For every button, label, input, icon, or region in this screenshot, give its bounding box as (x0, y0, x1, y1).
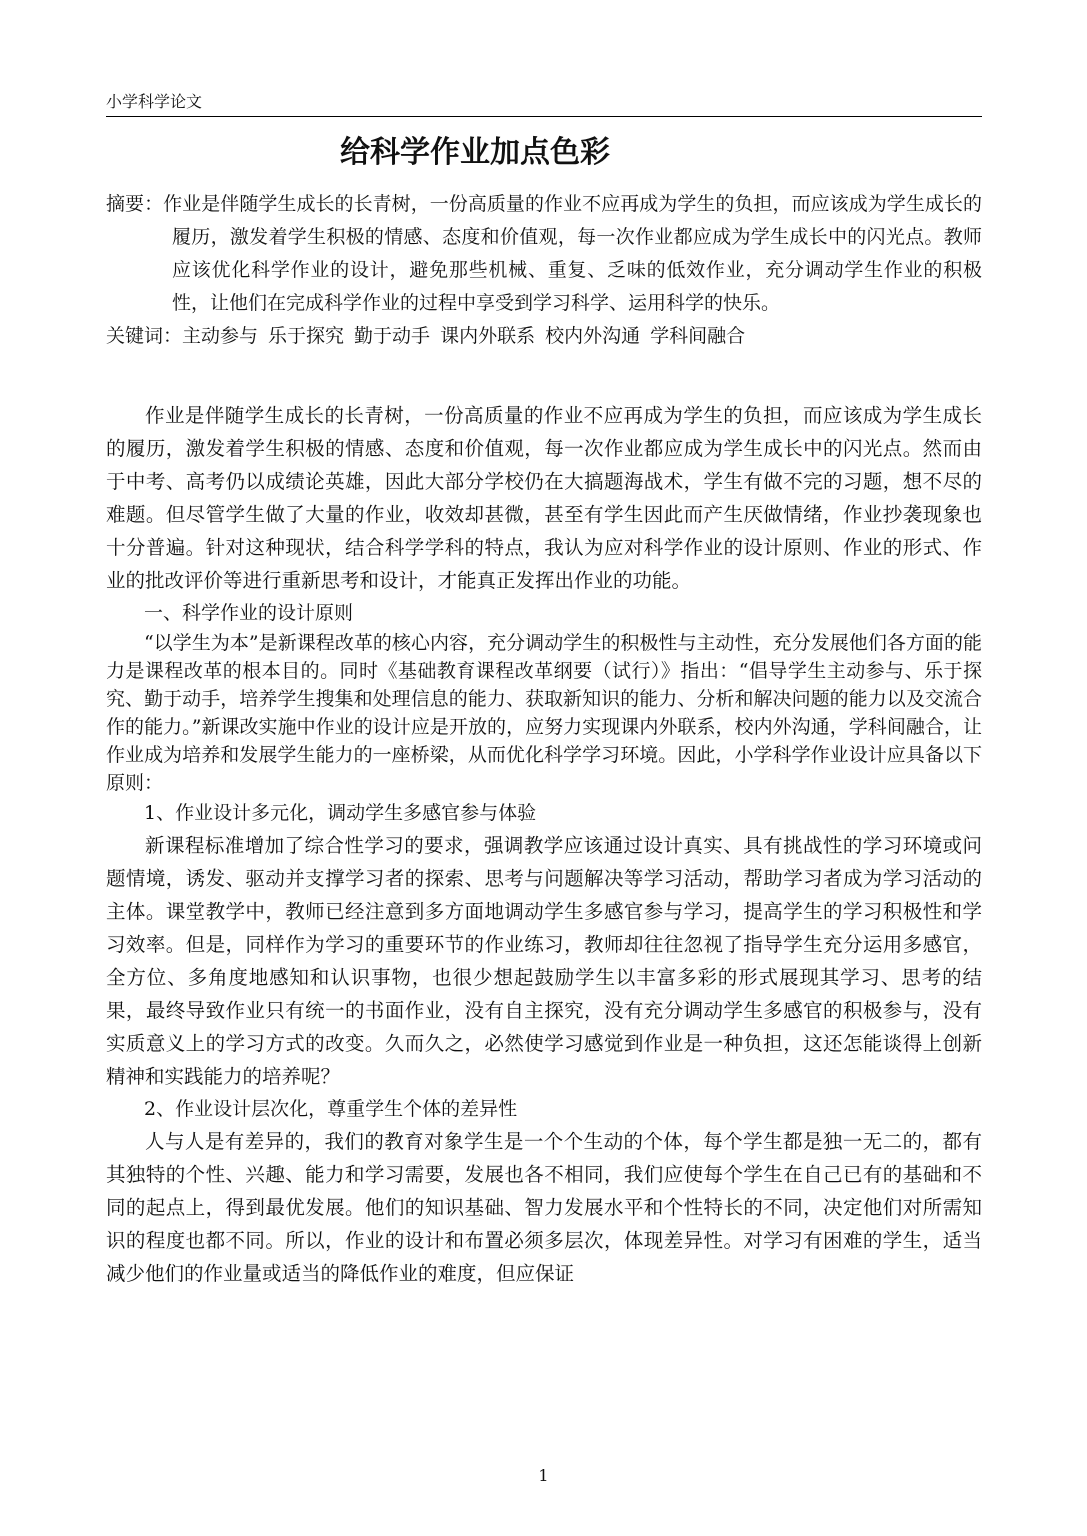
document-body (106, 188, 982, 1290)
abstract (106, 188, 982, 320)
running-header: 小学科学论文 (106, 91, 982, 117)
keyword: 乐于探究 (268, 325, 345, 347)
keyword: 主动参与 (182, 325, 259, 347)
abstract-label: 摘要： (106, 193, 164, 215)
intro-paragraph: 作业是伴随学生成长的长青树，一份高质量的作业不应再成为学生的负担，而应该成为学生成长的履历，激发着学生积极的情感、态度和价值观，每一次作业都应成为学生成长中的闪光点。然而由于中考、高考仍以成绩论英雄，因此大部分学校仍在大搞题海战术，学生有做不完的习题，想不尽的难题。但尽管学生做了大量的作业，收效却甚微，甚至有学生因此而产生厌做情绪，作业抄袭现象也十分普遍。针对这种现状，结合科学学科的特点，我认为应对科学作业的设计原则、作业的形式、作业的批改评价等进行重新思考和设计，才能真正发挥出作业的功能。 (106, 404, 982, 592)
subsection-heading: 2、作业设计层次化，尊重学生个体的差异性 (144, 1098, 518, 1120)
keyword: 校内外沟通 (545, 325, 641, 347)
document-title: 给科学作业加点色彩 (340, 135, 610, 170)
section-paragraph: “以学生为本”是新课程改革的核心内容，充分调动学生的积极性与主动性，充分发展他们各方面的能力是课程改革的根本目的。同时《基础教育课程改革纲要（试行）》指出：“倡导学生主动参与、乐于探究、勤于动手，培养学生搜集和处理信息的能力、获取新知识的能力、分析和解决问题的能力以及交流合作的能力。”新课改实施中作业的设计应是开放的，应努力实现课内外联系，校内外沟通，学科间融合，让作业成为培养和发展学生能力的一座桥梁，从而优化科学学习环境。因此，小学科学作业设计应具备以下原则： (106, 632, 982, 794)
subsection-paragraph: 人与人是有差异的，我们的教育对象学生是一个个生动的个体，每个学生都是独一无二的，都有其独特的个性、兴趣、能力和学习需要，发展也各不相同，我们应使每个学生在自己已有的基础和不同的起点上，得到最优发展。他们的知识基础、智力发展水平和个性特长的不同，决定他们对所需知识的程度也都不同。所以，作业的设计和布置必须多层次，体现差异性。对学习有困难的学生，适当减少他们的作业量或适当的降低作业的难度，但应保证 (106, 1130, 982, 1285)
abstract-text: 作业是伴随学生成长的长青树，一份高质量的作业不应再成为学生的负担，而应该成为学生成长的履历，激发着学生积极的情感、态度和价值观，每一次作业都应成为学生成长中的闪光点。教师应该优化科学作业的设计，避免那些机械、重复、乏味的低效作业，充分调动学生作业的积极性，让他们在完成科学作业的过程中享受到学习科学、运用科学的快乐。 (163, 193, 982, 314)
keyword: 学科间融合 (650, 325, 746, 347)
keywords (106, 320, 982, 353)
keywords-label: 关键词： (106, 325, 183, 347)
section-heading: 一、科学作业的设计原则 (144, 602, 354, 624)
subsection-heading: 1、作业设计多元化，调动学生多感官参与体验 (144, 802, 537, 824)
page-number: 1 (538, 1466, 549, 1485)
keyword: 勤于动手 (354, 325, 431, 347)
spacer (106, 353, 982, 399)
subsection-paragraph: 新课程标准增加了综合性学习的要求，强调教学应该通过设计真实、具有挑战性的学习环境或问题情境，诱发、驱动并支撑学习者的探索、思考与问题解决等学习活动，帮助学习者成为学习活动的主体。课堂教学中，教师已经注意到多方面地调动学生多感官参与学习，提高学生的学习积极性和学习效率。但是，同样作为学习的重要环节的作业练习，教师却往往忽视了指导学生充分运用多感官，全方位、多角度地感知和认识事物，也很少想起鼓励学生以丰富多彩的形式展现其学习、思考的结果，最终导致作业只有统一的书面作业，没有自主探究，没有充分调动学生多感官的积极参与，没有实质意义上的学习方式的改变。久而久之，必然使学习感觉到作业是一种负担，这还怎能谈得上创新精神和实践能力的培养呢？ (106, 834, 982, 1088)
keyword: 课内外联系 (440, 325, 536, 347)
